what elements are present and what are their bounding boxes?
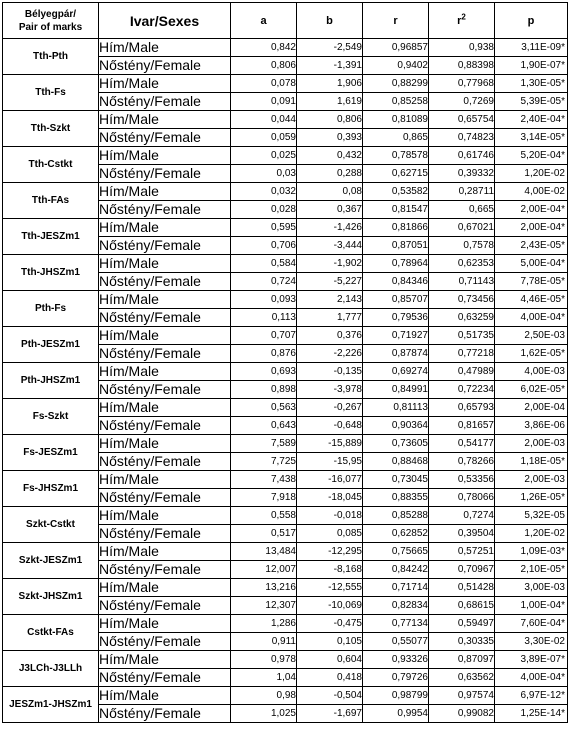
pair-label: JESZm1-JHSZm1 xyxy=(3,687,99,723)
value-p: 1,20E-02 xyxy=(495,525,568,543)
col-header-pair-line1: Bélyegpár/ xyxy=(24,8,77,20)
value-p: 5,39E-05* xyxy=(495,93,568,111)
value-r: 0,84991 xyxy=(363,381,429,399)
value-b: 0,418 xyxy=(297,669,363,687)
value-r2: 0,87097 xyxy=(429,651,495,669)
value-r2: 0,62353 xyxy=(429,255,495,273)
value-b: -1,391 xyxy=(297,57,363,75)
value-p: 7,78E-05* xyxy=(495,273,568,291)
value-r: 0,77134 xyxy=(363,615,429,633)
value-a: 12,307 xyxy=(231,597,297,615)
value-b: -15,889 xyxy=(297,435,363,453)
col-header-r2-sup: 2 xyxy=(461,11,466,21)
pair-label: Pth-Fs xyxy=(3,291,99,327)
table-row xyxy=(3,255,568,273)
col-header-sexes: Ivar/Sexes xyxy=(99,3,231,39)
sex-cell: Nőstény/Female xyxy=(99,633,231,651)
pair-label: Szkt-JESZm1 xyxy=(3,543,99,579)
value-a: 0,032 xyxy=(231,183,297,201)
pair-label: Tth-JHSZm1 xyxy=(3,255,99,291)
sex-cell: Hím/Male xyxy=(99,363,231,381)
value-p: 3,11E-09* xyxy=(495,39,568,57)
sex-cell: Nőstény/Female xyxy=(99,597,231,615)
value-r: 0,84346 xyxy=(363,273,429,291)
pair-label: Fs-Szkt xyxy=(3,399,99,435)
value-r2: 0,938 xyxy=(429,39,495,57)
value-p: 2,40E-04* xyxy=(495,111,568,129)
table-row xyxy=(3,471,568,489)
value-r2: 0,68615 xyxy=(429,597,495,615)
value-b: -0,135 xyxy=(297,363,363,381)
value-b: -3,978 xyxy=(297,381,363,399)
value-r: 0,81089 xyxy=(363,111,429,129)
value-p: 3,89E-07* xyxy=(495,651,568,669)
value-b: 1,906 xyxy=(297,75,363,93)
table-row xyxy=(3,39,568,57)
value-r2: 0,77968 xyxy=(429,75,495,93)
pair-label: Tth-Szkt xyxy=(3,111,99,147)
value-r: 0,78964 xyxy=(363,255,429,273)
pair-label: Tth-Cstkt xyxy=(3,147,99,183)
table-row xyxy=(3,291,568,309)
pair-label: Tth-Pth xyxy=(3,39,99,75)
sex-cell: Nőstény/Female xyxy=(99,381,231,399)
pair-label: Cstkt-FAs xyxy=(3,615,99,651)
col-header-r2-base: r xyxy=(457,14,462,27)
col-header-pair-line2: Pair of marks xyxy=(18,21,83,33)
value-b: -2,549 xyxy=(297,39,363,57)
value-r2: 0,51735 xyxy=(429,327,495,345)
value-p: 2,00E-04 xyxy=(495,399,568,417)
value-p: 6,97E-12* xyxy=(495,687,568,705)
value-r: 0,87874 xyxy=(363,345,429,363)
value-r2: 0,77218 xyxy=(429,345,495,363)
value-r2: 0,7274 xyxy=(429,507,495,525)
value-a: 13,484 xyxy=(231,543,297,561)
value-p: 4,00E-03 xyxy=(495,363,568,381)
col-header-r2 xyxy=(429,3,495,39)
value-p: 1,30E-05* xyxy=(495,75,568,93)
value-p: 4,46E-05* xyxy=(495,291,568,309)
value-b: 0,367 xyxy=(297,201,363,219)
sex-cell: Hím/Male xyxy=(99,183,231,201)
value-p: 7,60E-04* xyxy=(495,615,568,633)
sex-cell: Nőstény/Female xyxy=(99,273,231,291)
col-header-b: b xyxy=(297,3,363,39)
regression-table xyxy=(2,2,568,723)
value-b: -0,475 xyxy=(297,615,363,633)
sex-cell: Hím/Male xyxy=(99,39,231,57)
pair-label: Szkt-JHSZm1 xyxy=(3,579,99,615)
value-a: 0,806 xyxy=(231,57,297,75)
pair-label: Tth-Fs xyxy=(3,75,99,111)
value-b: -0,648 xyxy=(297,417,363,435)
value-r2: 0,74823 xyxy=(429,129,495,147)
table-row xyxy=(3,147,568,165)
value-r2: 0,30335 xyxy=(429,633,495,651)
sex-cell: Nőstény/Female xyxy=(99,201,231,219)
table-row xyxy=(3,435,568,453)
value-b: 0,393 xyxy=(297,129,363,147)
sex-cell: Hím/Male xyxy=(99,471,231,489)
value-r: 0,81547 xyxy=(363,201,429,219)
value-a: 7,725 xyxy=(231,453,297,471)
value-p: 3,30E-02 xyxy=(495,633,568,651)
value-a: 1,04 xyxy=(231,669,297,687)
value-a: 0,078 xyxy=(231,75,297,93)
table-row xyxy=(3,687,568,705)
value-p: 3,00E-03 xyxy=(495,579,568,597)
sex-cell: Nőstény/Female xyxy=(99,525,231,543)
value-r: 0,55077 xyxy=(363,633,429,651)
value-b: -18,045 xyxy=(297,489,363,507)
value-r: 0,78578 xyxy=(363,147,429,165)
value-a: 7,438 xyxy=(231,471,297,489)
value-r: 0,79536 xyxy=(363,309,429,327)
value-r: 0,81866 xyxy=(363,219,429,237)
value-a: 0,059 xyxy=(231,129,297,147)
value-r: 0,85258 xyxy=(363,93,429,111)
value-r: 0,71714 xyxy=(363,579,429,597)
value-a: 0,044 xyxy=(231,111,297,129)
value-a: 7,918 xyxy=(231,489,297,507)
value-p: 2,10E-05* xyxy=(495,561,568,579)
value-p: 2,43E-05* xyxy=(495,237,568,255)
value-b: 0,288 xyxy=(297,165,363,183)
value-p: 2,00E-03 xyxy=(495,471,568,489)
value-r2: 0,65754 xyxy=(429,111,495,129)
sex-cell: Hím/Male xyxy=(99,219,231,237)
value-a: 0,707 xyxy=(231,327,297,345)
value-b: -1,426 xyxy=(297,219,363,237)
value-p: 1,00E-04* xyxy=(495,597,568,615)
sex-cell: Hím/Male xyxy=(99,291,231,309)
col-header-p: p xyxy=(495,3,568,39)
value-p: 6,02E-05* xyxy=(495,381,568,399)
value-r2: 0,39332 xyxy=(429,165,495,183)
value-r: 0,87051 xyxy=(363,237,429,255)
sex-cell: Hím/Male xyxy=(99,615,231,633)
value-r: 0,9402 xyxy=(363,57,429,75)
value-b: -2,226 xyxy=(297,345,363,363)
value-a: 0,643 xyxy=(231,417,297,435)
value-r: 0,865 xyxy=(363,129,429,147)
sex-cell: Nőstény/Female xyxy=(99,417,231,435)
value-p: 2,00E-03 xyxy=(495,435,568,453)
value-p: 5,00E-04* xyxy=(495,255,568,273)
value-b: -16,077 xyxy=(297,471,363,489)
value-p: 3,86E-06 xyxy=(495,417,568,435)
table-row xyxy=(3,615,568,633)
value-a: 0,03 xyxy=(231,165,297,183)
sex-cell: Nőstény/Female xyxy=(99,93,231,111)
value-a: 0,978 xyxy=(231,651,297,669)
value-p: 5,32E-05 xyxy=(495,507,568,525)
header-row xyxy=(3,3,568,39)
sex-cell: Hím/Male xyxy=(99,579,231,597)
value-b: 0,604 xyxy=(297,651,363,669)
value-r: 0,93326 xyxy=(363,651,429,669)
value-b: -3,444 xyxy=(297,237,363,255)
sex-cell: Nőstény/Female xyxy=(99,669,231,687)
value-a: 0,595 xyxy=(231,219,297,237)
pair-label: Tth-FAs xyxy=(3,183,99,219)
value-p: 1,62E-05* xyxy=(495,345,568,363)
value-p: 1,26E-05* xyxy=(495,489,568,507)
value-b: -10,069 xyxy=(297,597,363,615)
value-r2: 0,7578 xyxy=(429,237,495,255)
value-r2: 0,73456 xyxy=(429,291,495,309)
value-b: 2,143 xyxy=(297,291,363,309)
pair-label: J3LCh-J3LLh xyxy=(3,651,99,687)
value-r: 0,98799 xyxy=(363,687,429,705)
value-r2: 0,88398 xyxy=(429,57,495,75)
value-r2: 0,39504 xyxy=(429,525,495,543)
sex-cell: Nőstény/Female xyxy=(99,453,231,471)
value-b: 0,105 xyxy=(297,633,363,651)
pair-label: Szkt-Cstkt xyxy=(3,507,99,543)
value-r: 0,90364 xyxy=(363,417,429,435)
value-b: 1,777 xyxy=(297,309,363,327)
sex-cell: Hím/Male xyxy=(99,111,231,129)
value-r: 0,9954 xyxy=(363,705,429,723)
value-r: 0,84242 xyxy=(363,561,429,579)
table-row xyxy=(3,579,568,597)
value-a: 0,898 xyxy=(231,381,297,399)
value-b: -12,295 xyxy=(297,543,363,561)
value-r: 0,88299 xyxy=(363,75,429,93)
value-b: 0,432 xyxy=(297,147,363,165)
value-a: 1,025 xyxy=(231,705,297,723)
sex-cell: Nőstény/Female xyxy=(99,561,231,579)
value-b: -0,267 xyxy=(297,399,363,417)
value-r: 0,75665 xyxy=(363,543,429,561)
value-b: -12,555 xyxy=(297,579,363,597)
value-r: 0,62852 xyxy=(363,525,429,543)
value-a: 0,091 xyxy=(231,93,297,111)
sex-cell: Nőstény/Female xyxy=(99,237,231,255)
value-a: 0,876 xyxy=(231,345,297,363)
value-r2: 0,57251 xyxy=(429,543,495,561)
pair-label: Fs-JESZm1 xyxy=(3,435,99,471)
table-row xyxy=(3,111,568,129)
value-p: 1,90E-07* xyxy=(495,57,568,75)
col-header-pair xyxy=(3,3,99,39)
value-r2: 0,54177 xyxy=(429,435,495,453)
value-a: 0,517 xyxy=(231,525,297,543)
sex-cell: Hím/Male xyxy=(99,687,231,705)
value-a: 0,025 xyxy=(231,147,297,165)
value-b: 1,619 xyxy=(297,93,363,111)
sex-cell: Hím/Male xyxy=(99,435,231,453)
value-b: 0,085 xyxy=(297,525,363,543)
value-r: 0,88468 xyxy=(363,453,429,471)
value-r2: 0,70967 xyxy=(429,561,495,579)
value-r2: 0,99082 xyxy=(429,705,495,723)
value-p: 4,00E-04* xyxy=(495,309,568,327)
table-row xyxy=(3,507,568,525)
value-a: 12,007 xyxy=(231,561,297,579)
value-r: 0,73605 xyxy=(363,435,429,453)
sex-cell: Nőstény/Female xyxy=(99,309,231,327)
value-b: 0,806 xyxy=(297,111,363,129)
value-p: 1,09E-03* xyxy=(495,543,568,561)
sex-cell: Nőstény/Female xyxy=(99,165,231,183)
value-b: -8,168 xyxy=(297,561,363,579)
col-header-r: r xyxy=(363,3,429,39)
value-r2: 0,63562 xyxy=(429,669,495,687)
table-row xyxy=(3,327,568,345)
value-r2: 0,51428 xyxy=(429,579,495,597)
col-header-a: a xyxy=(231,3,297,39)
value-r2: 0,78266 xyxy=(429,453,495,471)
value-a: 0,584 xyxy=(231,255,297,273)
value-r: 0,81113 xyxy=(363,399,429,417)
value-p: 2,50E-03 xyxy=(495,327,568,345)
value-r: 0,79726 xyxy=(363,669,429,687)
value-r2: 0,53356 xyxy=(429,471,495,489)
value-r2: 0,81657 xyxy=(429,417,495,435)
value-b: -5,227 xyxy=(297,273,363,291)
value-p: 1,20E-02 xyxy=(495,165,568,183)
value-p: 2,00E-04* xyxy=(495,219,568,237)
value-p: 4,00E-04* xyxy=(495,669,568,687)
table-row xyxy=(3,75,568,93)
value-r: 0,96857 xyxy=(363,39,429,57)
value-r: 0,88355 xyxy=(363,489,429,507)
value-a: 0,842 xyxy=(231,39,297,57)
sex-cell: Hím/Male xyxy=(99,327,231,345)
table-body xyxy=(3,39,568,723)
value-a: 0,113 xyxy=(231,309,297,327)
value-a: 0,724 xyxy=(231,273,297,291)
value-r: 0,85288 xyxy=(363,507,429,525)
value-r2: 0,72234 xyxy=(429,381,495,399)
value-r2: 0,28711 xyxy=(429,183,495,201)
value-b: -1,697 xyxy=(297,705,363,723)
value-r2: 0,7269 xyxy=(429,93,495,111)
value-a: 0,093 xyxy=(231,291,297,309)
value-r: 0,82834 xyxy=(363,597,429,615)
value-r2: 0,65793 xyxy=(429,399,495,417)
value-a: 0,98 xyxy=(231,687,297,705)
value-a: 0,558 xyxy=(231,507,297,525)
sex-cell: Nőstény/Female xyxy=(99,57,231,75)
sex-cell: Nőstény/Female xyxy=(99,705,231,723)
value-r2: 0,47989 xyxy=(429,363,495,381)
sex-cell: Hím/Male xyxy=(99,255,231,273)
sex-cell: Nőstény/Female xyxy=(99,345,231,363)
sex-cell: Nőstény/Female xyxy=(99,129,231,147)
value-a: 0,563 xyxy=(231,399,297,417)
value-p: 1,25E-14* xyxy=(495,705,568,723)
sex-cell: Nőstény/Female xyxy=(99,489,231,507)
value-a: 0,693 xyxy=(231,363,297,381)
sex-cell: Hím/Male xyxy=(99,147,231,165)
table-row xyxy=(3,363,568,381)
value-b: 0,08 xyxy=(297,183,363,201)
value-b: -15,95 xyxy=(297,453,363,471)
value-p: 5,20E-04* xyxy=(495,147,568,165)
table-row xyxy=(3,543,568,561)
value-a: 0,706 xyxy=(231,237,297,255)
value-a: 13,216 xyxy=(231,579,297,597)
value-a: 7,589 xyxy=(231,435,297,453)
value-a: 0,028 xyxy=(231,201,297,219)
value-a: 0,911 xyxy=(231,633,297,651)
sex-cell: Hím/Male xyxy=(99,399,231,417)
value-r2: 0,61746 xyxy=(429,147,495,165)
value-r: 0,73045 xyxy=(363,471,429,489)
value-r2: 0,71143 xyxy=(429,273,495,291)
value-b: -0,018 xyxy=(297,507,363,525)
pair-label: Tth-JESZm1 xyxy=(3,219,99,255)
pair-label: Pth-JHSZm1 xyxy=(3,363,99,399)
value-r: 0,53582 xyxy=(363,183,429,201)
value-r: 0,85707 xyxy=(363,291,429,309)
sex-cell: Hím/Male xyxy=(99,651,231,669)
pair-label: Fs-JHSZm1 xyxy=(3,471,99,507)
value-r2: 0,97574 xyxy=(429,687,495,705)
value-a: 1,286 xyxy=(231,615,297,633)
value-p: 4,00E-02 xyxy=(495,183,568,201)
table-row xyxy=(3,183,568,201)
value-r2: 0,59497 xyxy=(429,615,495,633)
value-b: -1,902 xyxy=(297,255,363,273)
value-r: 0,71927 xyxy=(363,327,429,345)
value-b: 0,376 xyxy=(297,327,363,345)
value-r2: 0,78066 xyxy=(429,489,495,507)
sex-cell: Hím/Male xyxy=(99,507,231,525)
value-r2: 0,63259 xyxy=(429,309,495,327)
value-b: -0,504 xyxy=(297,687,363,705)
table-row xyxy=(3,399,568,417)
value-r2: 0,67021 xyxy=(429,219,495,237)
value-p: 1,18E-05* xyxy=(495,453,568,471)
value-r: 0,62715 xyxy=(363,165,429,183)
table-row xyxy=(3,219,568,237)
value-p: 3,14E-05* xyxy=(495,129,568,147)
value-r: 0,69274 xyxy=(363,363,429,381)
table-row xyxy=(3,651,568,669)
value-r2: 0,665 xyxy=(429,201,495,219)
sex-cell: Hím/Male xyxy=(99,75,231,93)
sex-cell: Hím/Male xyxy=(99,543,231,561)
value-p: 2,00E-04* xyxy=(495,201,568,219)
pair-label: Pth-JESZm1 xyxy=(3,327,99,363)
